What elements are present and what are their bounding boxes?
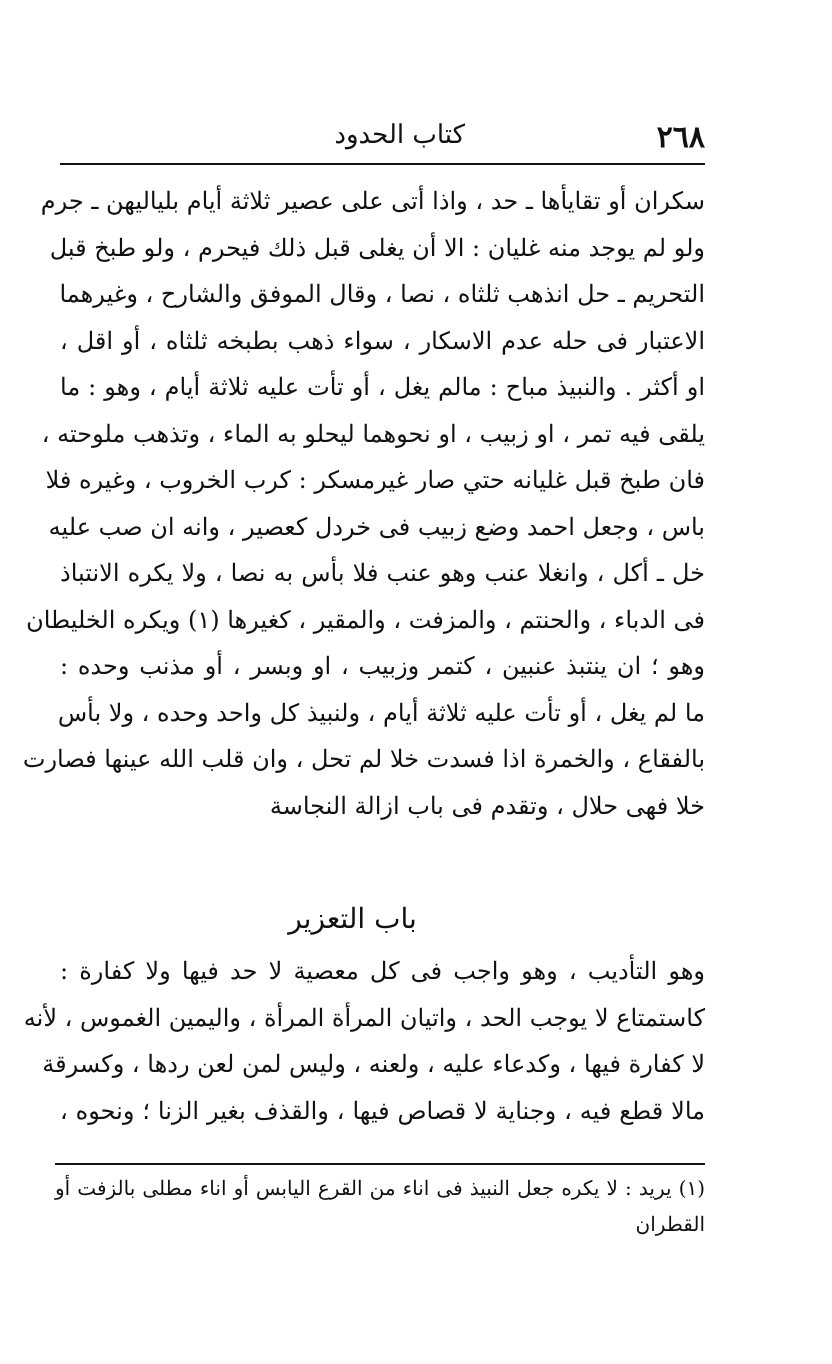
text-line: ما لم يغل ، أو تأت عليه ثلاثة أيام ، ولنبيذ كل واحد وحده ، ولا بأس bbox=[57, 698, 705, 727]
text-line: سكران أو تقايأها ـ حد ، واذا أتى على عصير ثلاثة أيام بلياليهن ـ جرم bbox=[40, 187, 705, 215]
text-line: فان طبخ قبل غليانه حتي صار غيرمسكر : كرب الخروب ، وغيره فلا bbox=[45, 466, 705, 494]
section-text bbox=[23, 948, 706, 1134]
text-line: او أكثر . والنبيذ مباح : مالم يغل ، أو تأت عليه ثلاثة أيام ، وهو : ما bbox=[60, 373, 705, 401]
text-line: لا كفارة فيها ، وكدعاء عليه ، ولعنه ، وليس لمن لعن ردها ، وكسرقة bbox=[42, 1050, 705, 1078]
header-rule bbox=[60, 163, 705, 165]
text-line: خلا فهى حلال ، وتقدم فى باب ازالة النجاسة bbox=[269, 791, 705, 820]
footnote-line: (١) يريد : لا يكره جعل النبيذ فى اناء من القرع اليابس أو اناء مطلى بالزفت أو bbox=[55, 1176, 705, 1200]
footnote-line: القطران bbox=[635, 1212, 705, 1236]
text-line: خل ـ أكل ، وانغلا عنب وهو عنب فلا بأس به نصا ، ولا يكره الانتباذ bbox=[60, 559, 705, 587]
main-text bbox=[22, 178, 705, 829]
running-title: كتاب الحدود bbox=[334, 120, 465, 150]
text-line: وهو ؛ ان ينتبذ عنبين ، كتمر وزبيب ، او وبسر ، أو مذنب وحده : bbox=[60, 652, 705, 680]
text-line: مالا قطع فيه ، وجناية لا قصاص فيها ، والقذف بغير الزنا ؛ ونحوه ، bbox=[60, 1096, 705, 1125]
text-line: باس ، وجعل احمد وضع زبيب فى خردل كعصير ، وانه ان صب عليه bbox=[48, 512, 705, 541]
section-heading-text: باب التعزير bbox=[288, 902, 417, 935]
text-line: كاستمتاع لا يوجب الحد ، واتيان المرأة المرأة ، واليمين الغموس ، لأنه bbox=[23, 1003, 705, 1032]
footnote-rule bbox=[55, 1163, 705, 1165]
text-line: بالفقاع ، والخمرة اذا فسدت خلا لم تحل ، وان قلب الله عينها فصارت bbox=[22, 745, 705, 773]
text-line: التحريم ـ حل انذهب ثلثاه ، نصا ، وقال الموفق والشارح ، وغيرهما bbox=[59, 280, 705, 308]
footnote bbox=[55, 1170, 705, 1242]
text-line: يلقى فيه تمر ، او زبيب ، او نحوهما ليحلو به الماء ، وتذهب ملوحته ، bbox=[41, 419, 705, 448]
text-line: ولو لم يوجد منه غليان : الا أن يغلى قبل ذلك فيحرم ، ولو طبخ قبل bbox=[49, 233, 705, 262]
text-line: وهو التأديب ، وهو واجب فى كل معصية لا حد فيها ولا كفارة : bbox=[60, 957, 706, 985]
text-line: الاعتبار فى حله عدم الاسكار ، سواء ذهب بطبخه ثلثاه ، أو اقل ، bbox=[60, 326, 705, 355]
section-heading bbox=[60, 894, 705, 944]
text-line: فى الدباء ، والحنتم ، والمزفت ، والمقير ، كغيرها (١) ويكره الخليطان bbox=[26, 605, 705, 634]
page-number: ٢٦٨ bbox=[656, 120, 705, 155]
page-header bbox=[60, 118, 705, 162]
